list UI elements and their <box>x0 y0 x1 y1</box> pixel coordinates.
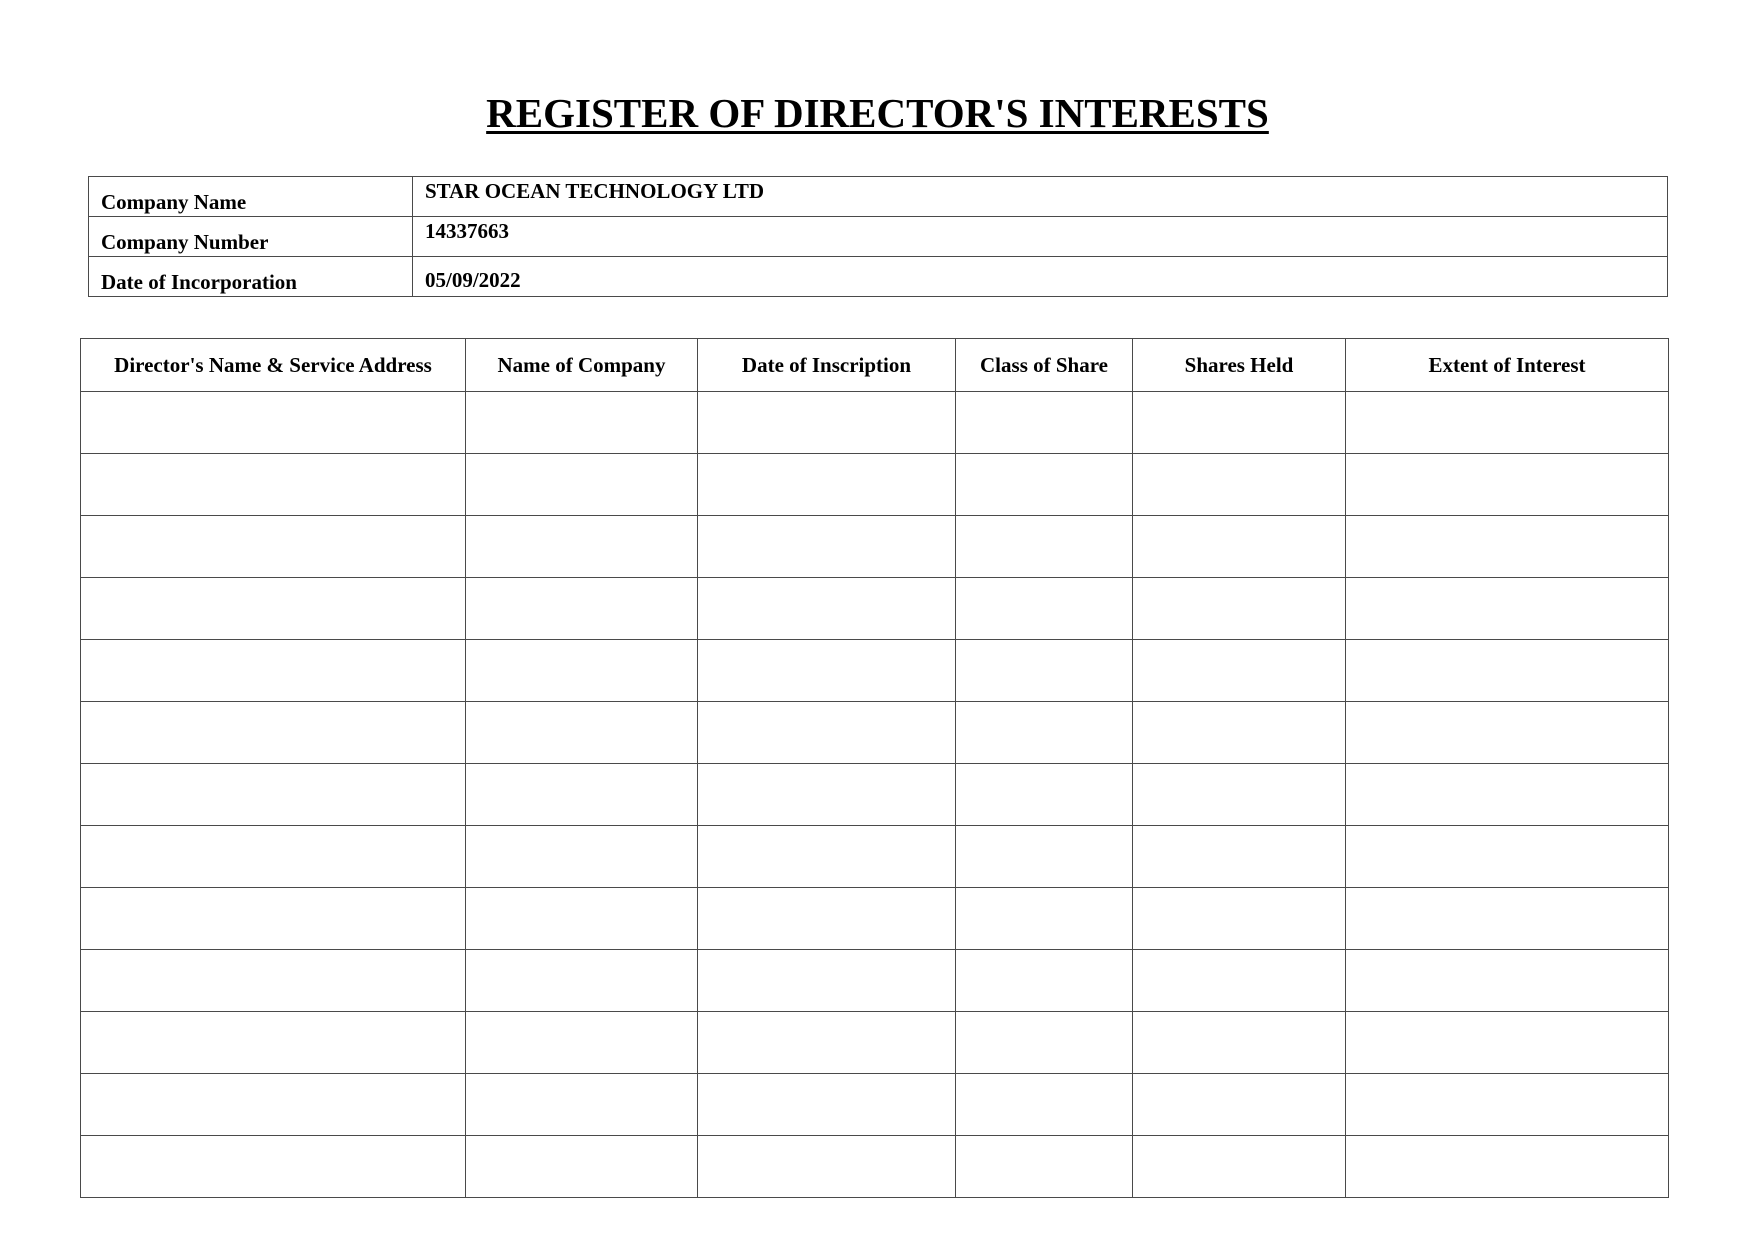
table-row <box>81 392 1669 454</box>
table-cell <box>956 888 1133 950</box>
table-cell <box>698 454 956 516</box>
incorporation-date-value-cell <box>413 257 1668 297</box>
company-number-label-cell <box>89 217 413 257</box>
page-title-text: REGISTER OF DIRECTOR'S INTERESTS <box>486 90 1269 136</box>
table-cell <box>466 392 698 454</box>
table-cell <box>1346 702 1669 764</box>
table-cell <box>1133 578 1346 640</box>
company-number-value-cell <box>413 217 1668 257</box>
table-cell <box>466 702 698 764</box>
table-cell <box>81 888 466 950</box>
table-cell <box>1133 1012 1346 1074</box>
table-cell <box>1133 392 1346 454</box>
table-cell <box>1346 1074 1669 1136</box>
table-cell <box>698 950 956 1012</box>
table-cell <box>956 702 1133 764</box>
table-cell <box>466 950 698 1012</box>
table-cell <box>1346 1136 1669 1198</box>
table-cell <box>81 826 466 888</box>
company-number-value: 14337663 <box>425 219 509 243</box>
table-cell <box>698 764 956 826</box>
table-cell <box>81 1012 466 1074</box>
table-cell <box>698 1074 956 1136</box>
company-number-label: Company Number <box>101 230 269 254</box>
table-header-row <box>81 339 1669 392</box>
incorporation-date-label-cell <box>89 257 413 297</box>
incorporation-date-label: Date of Incorporation <box>101 270 297 294</box>
table-cell <box>698 702 956 764</box>
company-name-label-cell <box>89 177 413 217</box>
table-cell <box>81 392 466 454</box>
table-cell <box>698 888 956 950</box>
table-cell <box>698 1136 956 1198</box>
page-title <box>0 86 1755 140</box>
table-row <box>81 578 1669 640</box>
table-cell <box>81 764 466 826</box>
table-cell <box>956 516 1133 578</box>
column-header-share-class: Class of Share <box>956 339 1133 392</box>
table-cell <box>81 640 466 702</box>
table-cell <box>1133 702 1346 764</box>
table-cell <box>1133 764 1346 826</box>
company-name-value-cell <box>413 177 1668 217</box>
table-cell <box>1346 1012 1669 1074</box>
table-cell <box>81 1136 466 1198</box>
incorporation-date-value: 05/09/2022 <box>425 268 521 292</box>
table-row <box>81 1074 1669 1136</box>
table-row <box>81 1136 1669 1198</box>
table-cell <box>956 640 1133 702</box>
table-cell <box>81 578 466 640</box>
table-cell <box>1133 516 1346 578</box>
table-cell <box>698 516 956 578</box>
table-cell <box>1346 454 1669 516</box>
table-cell <box>956 1136 1133 1198</box>
table-cell <box>1133 950 1346 1012</box>
table-cell <box>466 888 698 950</box>
table-row <box>81 516 1669 578</box>
company-name-row <box>89 177 1668 217</box>
table-cell <box>466 764 698 826</box>
table-cell <box>81 454 466 516</box>
table-cell <box>956 1074 1133 1136</box>
table-cell <box>698 392 956 454</box>
column-header-shares-held: Shares Held <box>1133 339 1346 392</box>
table-row <box>81 454 1669 516</box>
company-number-row <box>89 217 1668 257</box>
table-cell <box>1133 888 1346 950</box>
table-row <box>81 950 1669 1012</box>
table-cell <box>956 950 1133 1012</box>
table-cell <box>466 578 698 640</box>
table-cell <box>466 640 698 702</box>
table-cell <box>956 764 1133 826</box>
table-cell <box>1346 516 1669 578</box>
table-row <box>81 888 1669 950</box>
column-header-director-name: Director's Name & Service Address <box>81 339 466 392</box>
table-cell <box>1346 764 1669 826</box>
table-cell <box>698 640 956 702</box>
table-cell <box>466 454 698 516</box>
column-header-company-name: Name of Company <box>466 339 698 392</box>
table-cell <box>1346 950 1669 1012</box>
table-cell <box>81 950 466 1012</box>
incorporation-date-row <box>89 257 1668 297</box>
company-name-value: STAR OCEAN TECHNOLOGY LTD <box>425 179 764 203</box>
column-header-extent-of-interest: Extent of Interest <box>1346 339 1669 392</box>
table-cell <box>466 516 698 578</box>
table-cell <box>466 826 698 888</box>
table-cell <box>698 578 956 640</box>
register-body <box>81 392 1669 1198</box>
table-cell <box>1346 578 1669 640</box>
table-cell <box>1133 1074 1346 1136</box>
table-cell <box>1133 1136 1346 1198</box>
company-name-label: Company Name <box>101 190 247 214</box>
table-row <box>81 1012 1669 1074</box>
table-cell <box>466 1074 698 1136</box>
table-cell <box>956 578 1133 640</box>
table-cell <box>81 1074 466 1136</box>
table-cell <box>956 392 1133 454</box>
table-cell <box>956 826 1133 888</box>
table-cell <box>81 702 466 764</box>
table-cell <box>466 1136 698 1198</box>
table-cell <box>1346 640 1669 702</box>
table-cell <box>956 1012 1133 1074</box>
table-cell <box>466 1012 698 1074</box>
table-cell <box>1133 454 1346 516</box>
company-info-table <box>88 176 1668 297</box>
table-row <box>81 826 1669 888</box>
column-header-inscription-date: Date of Inscription <box>698 339 956 392</box>
table-cell <box>956 454 1133 516</box>
table-row <box>81 764 1669 826</box>
table-cell <box>1346 826 1669 888</box>
table-cell <box>698 1012 956 1074</box>
table-cell <box>1346 888 1669 950</box>
table-cell <box>1133 826 1346 888</box>
director-interests-table <box>80 338 1669 1198</box>
table-cell <box>1346 392 1669 454</box>
table-cell <box>1133 640 1346 702</box>
table-cell <box>698 826 956 888</box>
table-row <box>81 640 1669 702</box>
table-row <box>81 702 1669 764</box>
table-cell <box>81 516 466 578</box>
